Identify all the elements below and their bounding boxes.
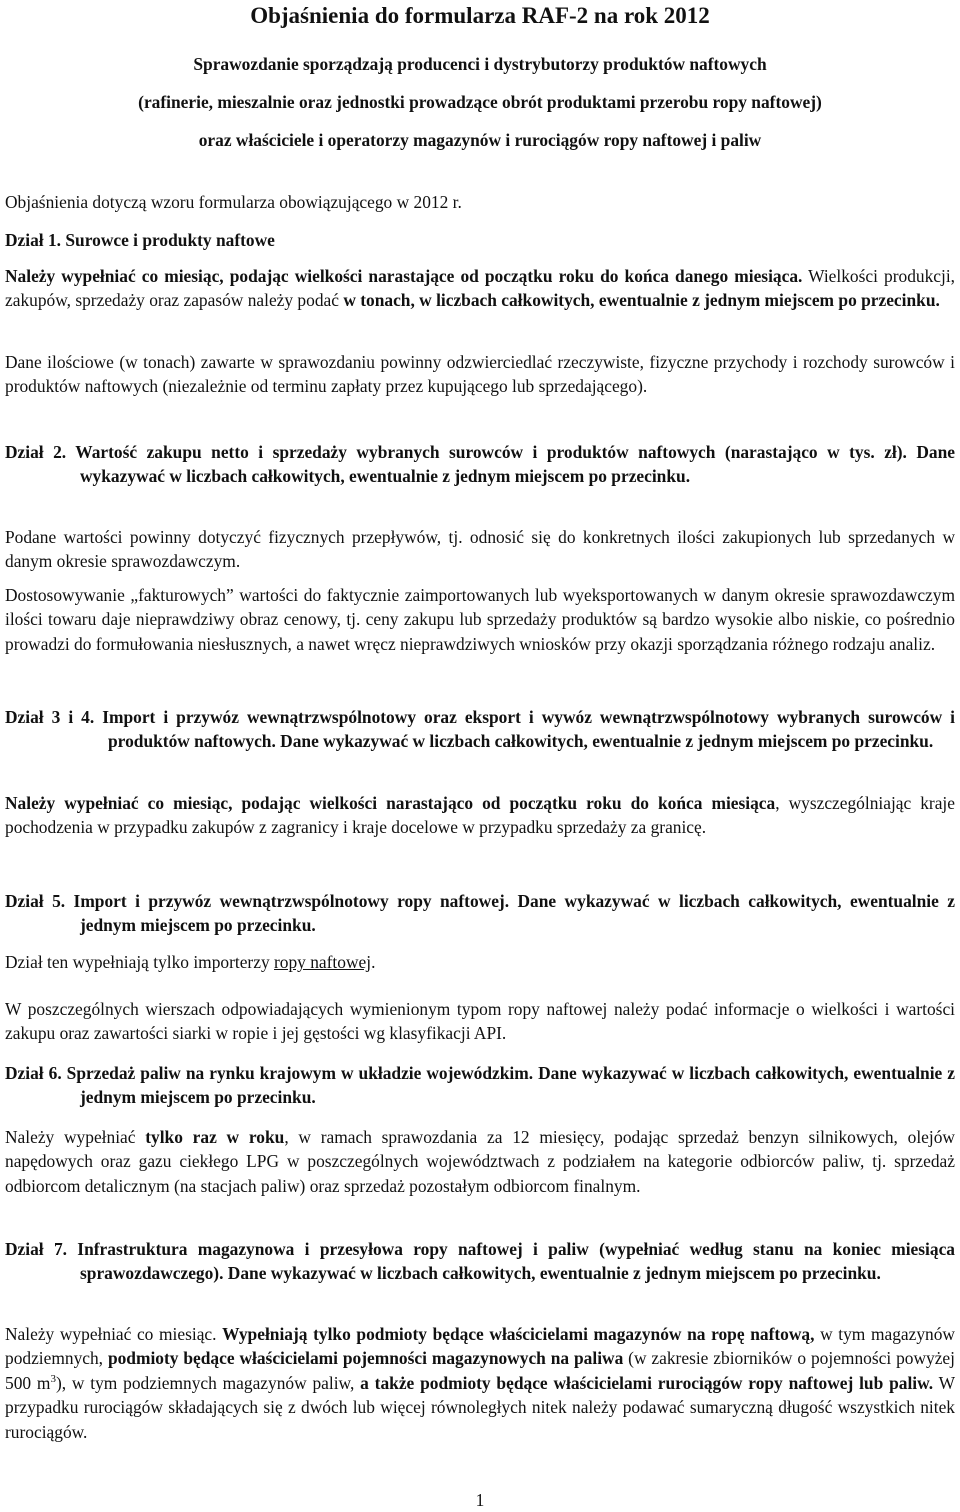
subtitle-line: (rafinerie, mieszalnie oraz jednostki prowadzące obrót produktami przerobu ropy naftowej) xyxy=(138,92,822,112)
section-5-paragraph-1 xyxy=(5,950,955,974)
section-7-heading: Dział 7. Infrastruktura magazynowa i przesyłowa ropy naftowej i paliw (wypełniać według stanu na koniec miesiąca sprawozdawczego). Dane wykazywać w liczbach całkowitych, ewentualnie z jednym miejscem po przecinku. xyxy=(5,1239,955,1284)
body-text: Należy wypełniać xyxy=(5,1127,146,1147)
body-text: , w ramach sprawozdania za 12 miesięcy, podając sprzedaż benzyn silnikowych, olejów napędowych oraz gazu ciekłego LPG w poszczególnych województwach z podziałem na kategorie odbiorców paliw, tj. sprzedaż odbiorcom detalicznym (na stacjach paliw) oraz sprzedaż pozostałym odbiorcom finalnym. xyxy=(5,1127,955,1196)
section-5-paragraph-2: W poszczególnych wierszach odpowiadających wymienionym typom ropy naftowej należy podać informacje o wielkości i wartości zakupu oraz zawartości siarki w ropie i jej gęstości wg klasyfikacji API. xyxy=(5,999,955,1044)
section-1-paragraph-2: Dane ilościowe (w tonach) zawarte w sprawozdaniu powinny odzwierciedlać rzeczywiste, fizyczne przychody i rozchody surowców i produktów naftowych (niezależnie od terminu zapłaty przez kupującego lub sprzedającego). xyxy=(5,352,955,397)
emphasis-text: podmioty będące właścicielami pojemności magazynowych na paliwa xyxy=(107,1348,624,1369)
emphasis-text: Należy wypełniać co miesiąc, podając wielkości narastająco od początku roku do końca miesiąca xyxy=(5,793,776,813)
underlined-text: ropy naftowej xyxy=(274,952,372,972)
emphasis-text: Należy wypełniać co miesiąc, podając wielkości narastające od początku roku do końca danego miesiąca. xyxy=(5,266,803,286)
section-3-4-heading: Dział 3 i 4. Import i przywóz wewnątrzwspólnotowy oraz eksport i wywóz wewnątrzwspólnotowy wybranych surowców i produktów naftowych. Dane wykazywać w liczbach całkowitych, ewentualnie z jednym miejscem po przecinku. xyxy=(5,707,955,752)
page-number: 1 xyxy=(475,1490,485,1510)
intro-text: Objaśnienia dotyczą wzoru formularza obowiązującego w 2012 r. xyxy=(5,192,462,212)
body-text: Wielkości produkcji, zakupów, sprzedaży oraz zapasów należy podać xyxy=(5,266,956,311)
section-1-heading: Dział 1. Surowce i produkty naftowe xyxy=(5,230,275,250)
emphasis-text: w tonach, w liczbach całkowitych, ewentualnie z jednym miejscem po przecinku. xyxy=(343,290,940,311)
section-3-4-paragraph-1 xyxy=(5,791,955,840)
section-7-paragraph-1 xyxy=(5,1322,955,1444)
body-text: w tym magazynów podziemnych, xyxy=(5,1324,955,1369)
emphasis-text: a także podmioty będące właścicielami rurociągów ropy naftowej lub paliw. xyxy=(360,1372,934,1393)
section-2-heading: Dział 2. Wartość zakupu netto i sprzedaży wybranych surowców i produktów naftowych (narastająco w tys. zł). Dane wykazywać w liczbach całkowitych, ewentualnie z jednym miejscem po przecinku. xyxy=(5,442,955,487)
subtitle-line: Sprawozdanie sporządzają producenci i dystrybutorzy produktów naftowych xyxy=(193,54,767,74)
emphasis-text: tylko raz w roku xyxy=(145,1127,285,1147)
body-text: Należy wypełniać co miesiąc. xyxy=(5,1324,223,1344)
body-text: . xyxy=(371,952,376,972)
section-2-paragraph-1: Podane wartości powinny dotyczyć fizycznych przepływów, tj. odnosić się do konkretnych ilości zakupionych lub sprzedanych w danym okresie sprawozdawczym. xyxy=(5,527,955,572)
section-2-paragraph-2: Dostosowywanie „fakturowych” wartości do faktycznie zaimportowanych lub wyeksportowanych w danym okresie sprawozdawczym ilości towaru daje nieprawdziwy obraz cenowy, tj. ceny zakupu lub sprzedaży produktów są bardzo wysokie albo niskie, co pośrednio prowadzi do formułowania niesłusznych, a nawet wręcz nieprawdziwych wniosków przy okazji sporządzania różnego rodzaju analiz. xyxy=(5,585,955,654)
body-text: ), w tym podziemnych magazynów paliw, xyxy=(55,1372,361,1393)
emphasis-text: Wypełniają tylko podmioty będące właścicielami magazynów na ropę naftową, xyxy=(222,1324,815,1344)
subtitle-line: oraz właściciele i operatorzy magazynów i rurociągów ropy naftowej i paliw xyxy=(198,130,762,150)
section-6-heading: Dział 6. Sprzedaż paliw na rynku krajowym w układzie wojewódzkim. Dane wykazywać w liczbach całkowitych, ewentualnie z jednym miejscem po przecinku. xyxy=(5,1063,955,1108)
body-text: , wyszczególniając kraje pochodzenia w przypadku zakupów z zagranicy i kraje docelowe w przypadku sprzedaży za granicę. xyxy=(5,793,955,838)
superscript: 3 xyxy=(50,1373,56,1386)
body-text: W przypadku rurociągów składających się z dwóch lub więcej równoległych nitek należy podawać sumaryczną długość wszystkich nitek rurociągów. xyxy=(5,1372,955,1442)
section-1-paragraph-1 xyxy=(5,264,955,313)
page-title: Objaśnienia do formularza RAF-2 na rok 2012 xyxy=(250,3,710,28)
section-5-heading: Dział 5. Import i przywóz wewnątrzwspólnotowy ropy naftowej. Dane wykazywać w liczbach całkowitych, ewentualnie z jednym miejscem po przecinku. xyxy=(5,891,955,936)
body-text: Dział ten wypełniają tylko importerzy xyxy=(5,952,274,972)
body-text: (w zakresie zbiorników o pojemności powyżej 500 m xyxy=(5,1348,955,1393)
section-6-paragraph-1 xyxy=(5,1125,955,1198)
